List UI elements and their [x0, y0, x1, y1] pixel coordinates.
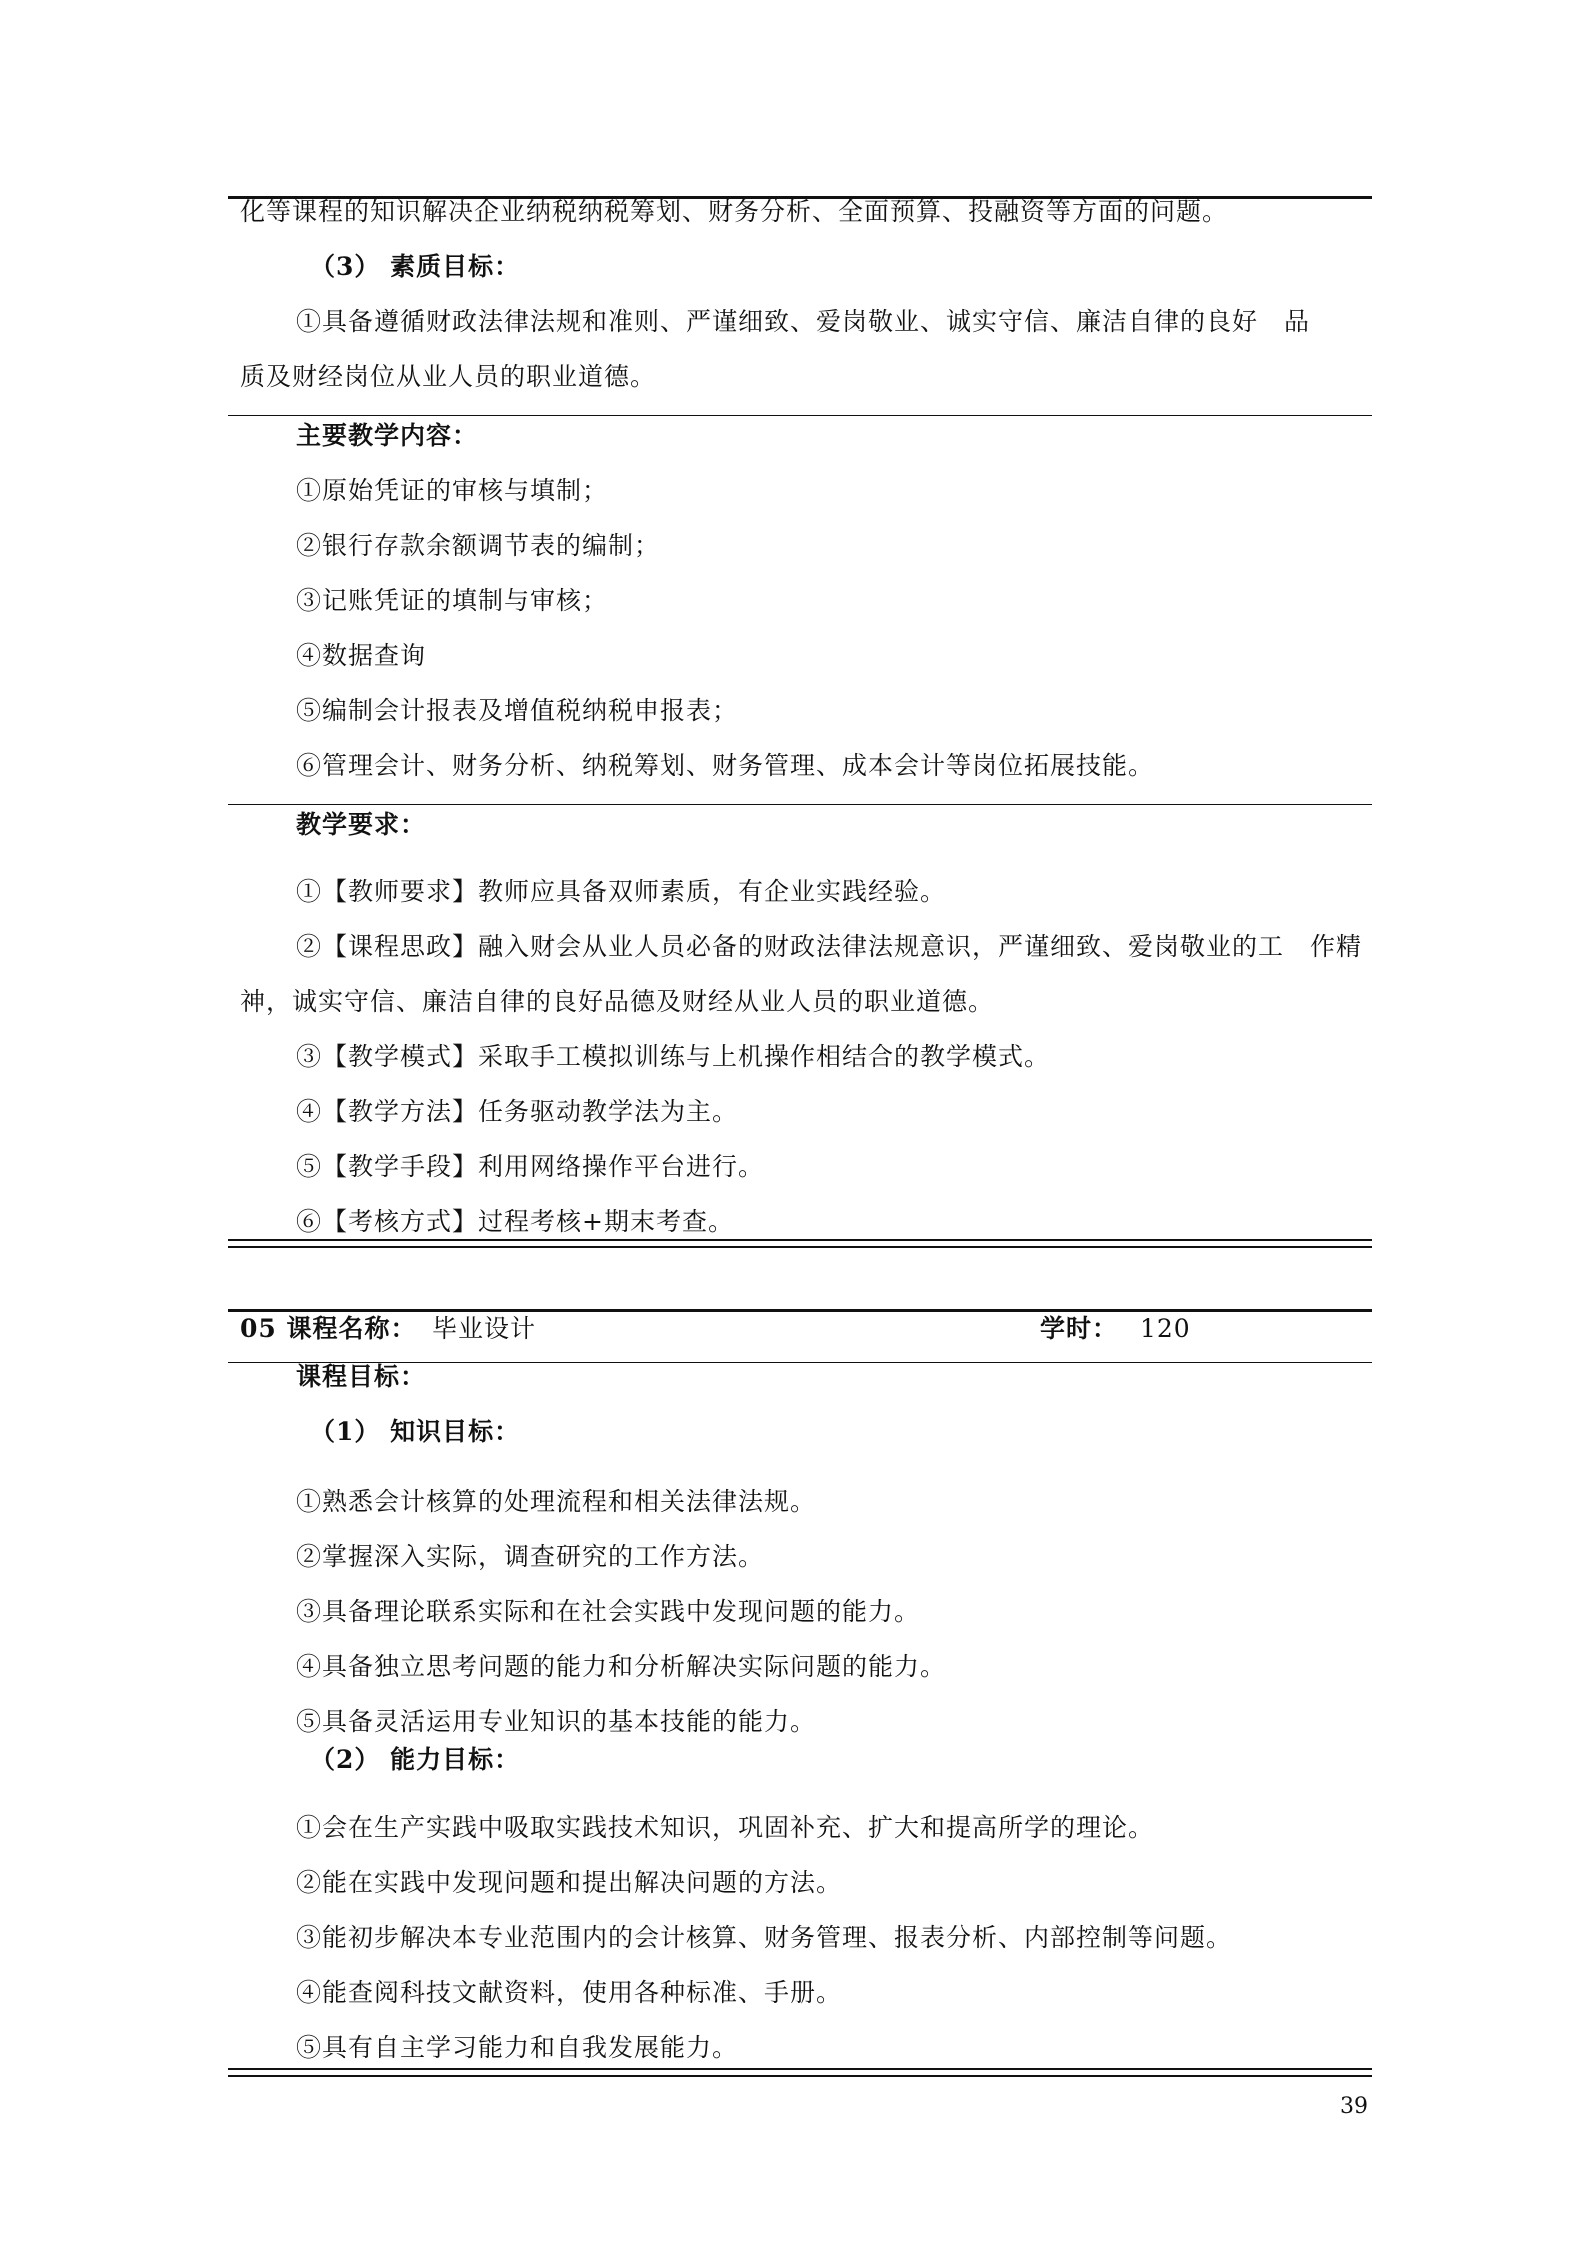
row-divider [228, 804, 1372, 805]
ability-item: ④能查阅科技文献资料，使用各种标准、手册。 [296, 1978, 843, 2007]
content-item: ①原始凭证的审核与填制； [296, 476, 609, 505]
ability-goal-heading: （2） 能力目标： [310, 1745, 521, 1774]
ability-item: ③能初步解决本专业范围内的会计核算、财务管理、报表分析、内部控制等问题。 [296, 1923, 1233, 1952]
knowledge-item: ②掌握深入实际，调查研究的工作方法。 [296, 1542, 765, 1571]
content-item: ②银行存款余额调节表的编制； [296, 531, 661, 560]
row-divider [228, 415, 1372, 416]
quality-goal-heading: （3） 素质目标： [310, 252, 521, 281]
course05-bottom-double-rule [228, 2068, 1372, 2077]
teaching-requirements-heading: 教学要求： [296, 810, 427, 839]
continuation-line: 化等课程的知识解决企业纳税纳税筹划、财务分析、全面预算、投融资等方面的问题。 [240, 197, 1229, 226]
knowledge-goal-heading: （1） 知识目标： [310, 1417, 521, 1446]
requirement-item: 神，诚实守信、廉洁自律的良好品德及财经从业人员的职业道德。 [240, 987, 995, 1016]
content-item: ③记账凭证的填制与审核； [296, 586, 609, 615]
requirement-item: ④【教学方法】任务驱动教学法为主。 [296, 1097, 739, 1126]
course-hours-label: 学时： [1040, 1314, 1119, 1343]
requirement-item: ②【课程思政】融入财会从业人员必备的财政法律法规意识，严谨细致、爱岗敬业的工 作精 [296, 932, 1363, 961]
table-bottom-double-rule [228, 1239, 1372, 1248]
quality-item-line-1: ①具备遵循财政法律法规和准则、严谨细致、爱岗敬业、诚实守信、廉洁自律的良好 品 [296, 307, 1311, 336]
knowledge-item: ①熟悉会计核算的处理流程和相关法律法规。 [296, 1487, 817, 1516]
ability-item: ①会在生产实践中吸取实践技术知识，巩固补充、扩大和提高所学的理论。 [296, 1813, 1155, 1842]
requirement-item: ①【教师要求】教师应具备双师素质，有企业实践经验。 [296, 877, 947, 906]
requirement-item: ⑤【教学手段】利用网络操作平台进行。 [296, 1152, 765, 1181]
requirement-item: ③【教学模式】采取手工模拟训练与上机操作相结合的教学模式。 [296, 1042, 1051, 1071]
knowledge-item: ⑤具备灵活运用专业知识的基本技能的能力。 [296, 1707, 817, 1736]
quality-item-line-2: 质及财经岗位从业人员的职业道德。 [240, 362, 657, 391]
page-number: 39 [1340, 2094, 1368, 2119]
course-hours-value: 120 [1140, 1314, 1191, 1343]
teaching-content-heading: 主要教学内容： [296, 421, 479, 450]
requirement-item: ⑥【考核方式】过程考核+期末考查。 [296, 1207, 734, 1236]
content-item: ④数据查询 [296, 641, 427, 670]
course-goal-heading: 课程目标： [296, 1362, 427, 1391]
ability-item: ⑤具有自主学习能力和自我发展能力。 [296, 2033, 739, 2062]
course-name: 毕业设计 [432, 1314, 537, 1343]
content-item: ⑥管理会计、财务分析、纳税筹划、财务管理、成本会计等岗位拓展技能。 [296, 751, 1155, 780]
ability-item: ②能在实践中发现问题和提出解决问题的方法。 [296, 1868, 843, 1897]
content-item: ⑤编制会计报表及增值税纳税申报表； [296, 696, 739, 725]
knowledge-item: ④具备独立思考问题的能力和分析解决实际问题的能力。 [296, 1652, 947, 1681]
knowledge-item: ③具备理论联系实际和在社会实践中发现问题的能力。 [296, 1597, 921, 1626]
course-number-label: 05 课程名称： [240, 1314, 417, 1343]
